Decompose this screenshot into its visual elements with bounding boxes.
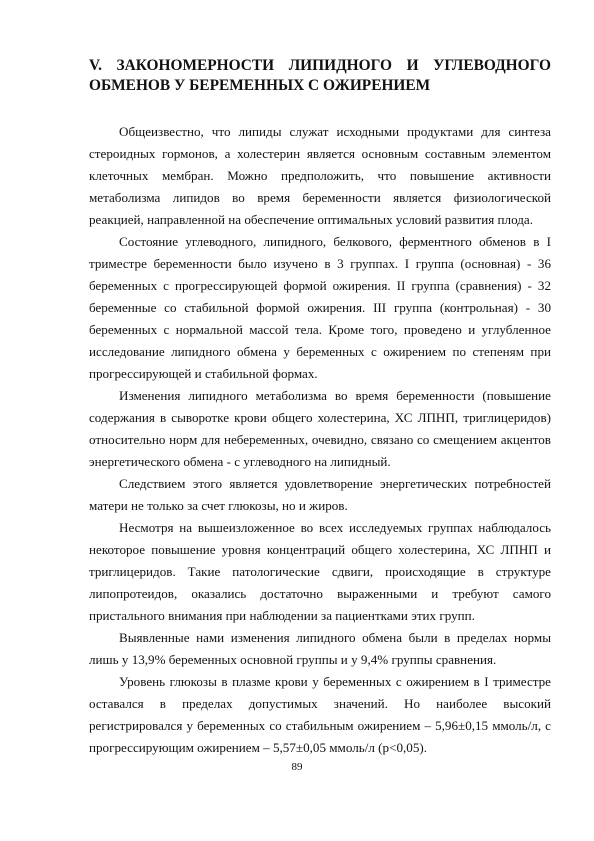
section-heading: V. ЗАКОНОМЕРНОСТИ ЛИПИДНОГО И УГЛЕВОДНОГО ОБМЕНОВ У БЕРЕМЕННЫХ С ОЖИРЕНИЕМ <box>89 57 551 94</box>
paragraph: Уровень глюкозы в плазме крови у беременных с ожирением в I триместре оставался в пределах допустимых значений. Но наиболее высокий регистрировался у беременных со стабильным ожирением – 5,96±0,15 ммоль/л, с прогрессирующим ожирением – 5,57±0,05 ммоль/л (р<0,05). <box>89 674 551 755</box>
body-text <box>89 121 551 759</box>
paragraph: Выявленные нами изменения липидного обмена были в пределах нормы лишь у 13,9% беременных основной группы и у 9,4% группы сравнения. <box>89 630 551 667</box>
paragraph: Изменения липидного метаболизма во время беременности (повышение содержания в сыворотке крови общего холестерина, ХС ЛПНП, триглицеридов) относительно норм для небеременных, очевидно, связано со смещением акцентов энергетического обмена - с углеводного на липидный. <box>89 388 551 469</box>
paragraph: Состояние углеводного, липидного, белкового, ферментного обменов в I триместре беременности было изучено в 3 группах. I группа (основная) - 36 беременных с прогрессирующей формой ожирения. II группа (сравнения) - 32 беременные со стабильной формой ожирения. III группа (контрольная) - 30 беременных с нормальной массой тела. Кроме того, проведено и углубленное исследование липидного обмена у беременных с ожирением по степеням при прогрессирующей и стабильной формах. <box>89 234 551 381</box>
paragraph: Несмотря на вышеизложенное во всех исследуемых группах наблюдалось некоторое повышение уровня концентраций общего холестерина, ХС ЛПНП и триглицеридов. Такие патологические сдвиги, происходящие в структуре липопротеидов, оказались достаточно выраженными и требуют самого пристального внимания при наблюдении за пациентками этих групп. <box>89 520 551 623</box>
paragraph: Следствием этого является удовлетворение энергетических потребностей матери не только за счет глюкозы, но и жиров. <box>89 476 551 513</box>
paragraph: Общеизвестно, что липиды служат исходными продуктами для синтеза стероидных гормонов, а холестерин является основным составным элементом клеточных мембран. Можно предположить, что повышение активности метаболизма липидов во время беременности является физиологической реакцией, направленной на обеспечение оптимальных условий развития плода. <box>89 124 551 227</box>
page-number: 89 <box>291 761 303 773</box>
